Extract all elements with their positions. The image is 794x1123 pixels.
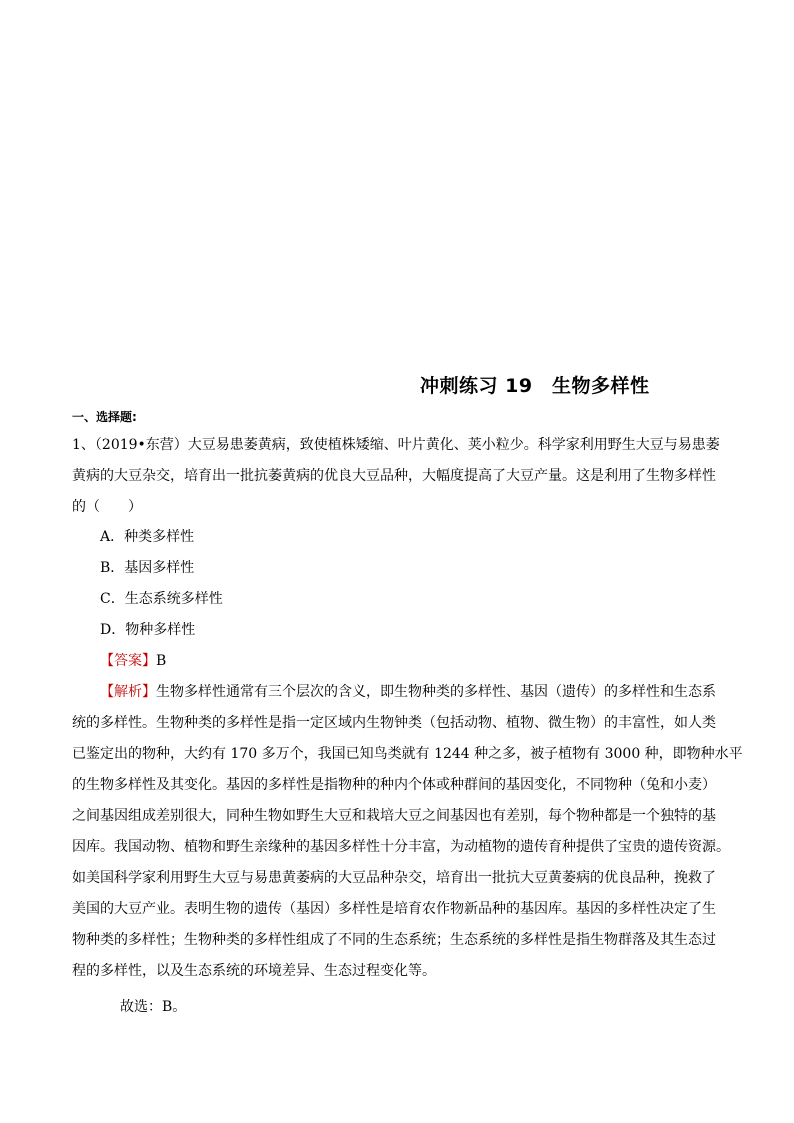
analysis-line: 之间基因组成差别很大，同种生物如野生大豆和栽培大豆之间基因也有差别，每个物种都是一个独特的基: [72, 808, 716, 824]
analysis-line-text: 生物多样性通常有三个层次的含义，即生物种类的多样性、基因（遗传）的多样性和生态系: [156, 684, 716, 700]
answer-tag: 【答案】: [100, 653, 156, 669]
analysis-line: 程的多样性，以及生态系统的环境差异、生态过程变化等。: [72, 963, 436, 979]
analysis-tag: 【解析】: [100, 684, 156, 700]
analysis-line: 因库。我国动物、植物和野生亲缘种的基因多样性十分丰富，为动植物的遗传育种提供了宝贵的遗传资源。: [72, 839, 730, 855]
answer-line: [100, 646, 166, 677]
question-line: 的（ ）: [72, 499, 142, 515]
answer-options: [100, 522, 223, 646]
analysis-line: 物种类的多样性；生物种类的多样性组成了不同的生态系统；生态系统的多样性是指生物群落及其生态过: [72, 932, 716, 948]
option-a: A．种类多样性: [100, 529, 195, 545]
question-line: 黄病的大豆杂交，培育出一批抗萎黄病的优良大豆品种，大幅度提高了大豆产量。这是利用了生物多样性: [72, 468, 716, 484]
option-b: B．基因多样性: [100, 560, 195, 576]
analysis-line: 已鉴定出的物种，大约有 170 多万个，我国已知鸟类就有 1244 种之多，被子植物有 3000 种，即物种水平: [72, 746, 743, 762]
analysis-block: [72, 677, 743, 987]
page-title: 冲刺练习 19 生物多样性: [420, 375, 650, 397]
question-line: 1、（2019•东营）大豆易患萎黄病，致使植株矮缩、叶片黄化、荚小粒少。科学家利用野生大豆与易患萎: [72, 437, 720, 453]
analysis-line: 如美国科学家利用野生大豆与易患黄萎病的大豆品种杂交，培育出一批抗大豆黄萎病的优良品种，挽救了: [72, 870, 716, 886]
analysis-line: 美国的大豆产业。表明生物的遗传（基因）多样性是培育农作物新品种的基因库。基因的多样性决定了生: [72, 901, 716, 917]
analysis-line: 统的多样性。生物种类的多样性是指一定区域内生物钟类（包括动物、植物、微生物）的丰富性，如人类: [72, 715, 716, 731]
question-stem: [72, 430, 722, 523]
analysis-first-line: [72, 677, 732, 708]
option-c: C．生态系统多样性: [100, 591, 223, 607]
analysis-line: 的生物多样性及其变化。基因的多样性是指物种的种内个体或种群间的基因变化，不同物种（兔和小麦）: [72, 777, 716, 793]
conclusion-line: 故选：B。: [120, 999, 187, 1015]
section-heading: 一、选择题:: [72, 410, 137, 424]
answer-value: B: [156, 653, 167, 669]
option-d: D．物种多样性: [100, 622, 196, 638]
